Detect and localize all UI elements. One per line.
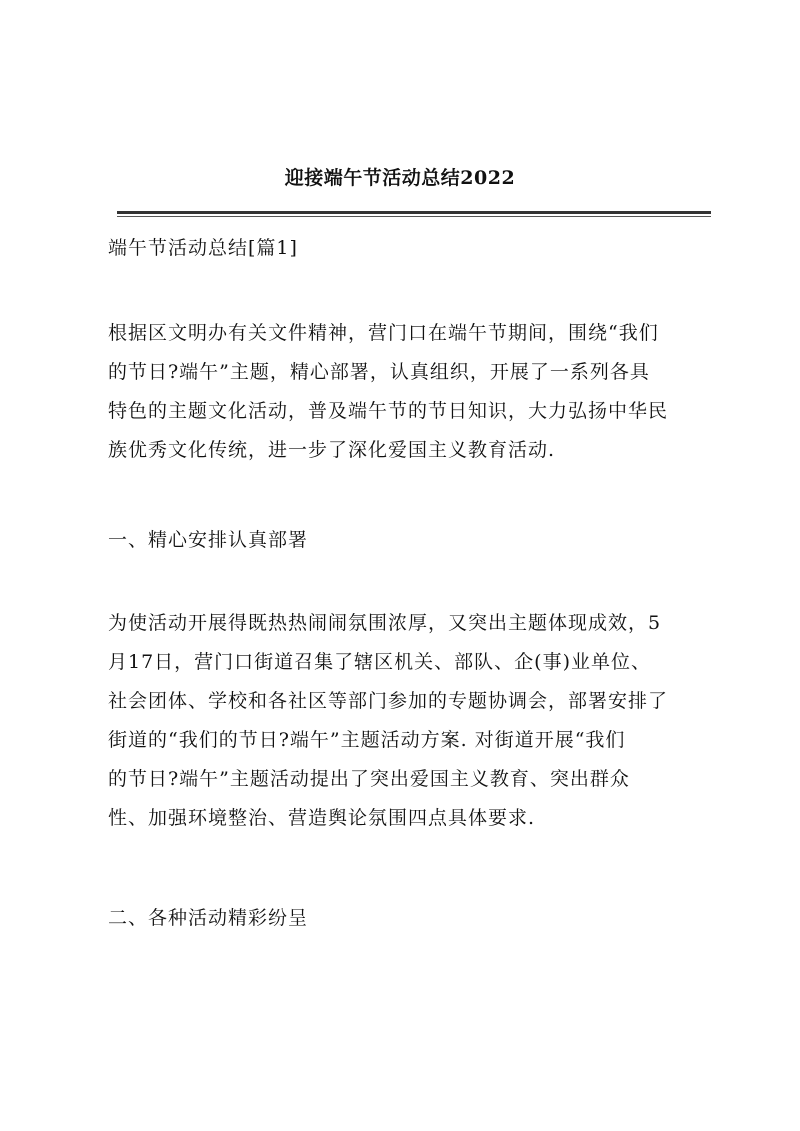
section-heading-1: 一、精心安排认真部署 [108, 529, 309, 551]
paragraph-intro [108, 314, 712, 470]
paragraph-line: 族优秀文化传统，进一步了深化爱国主义教育活动. [108, 439, 556, 461]
title-divider-thin [117, 216, 711, 217]
paragraph-line: 性、加强环境整治、营造舆论氛围四点具体要求. [108, 807, 536, 829]
paragraph-line: 的节日?端午”主题活动提出了突出爱国主义教育、突出群众 [108, 768, 630, 790]
paragraph-line: 特色的主题文化活动，普及端午节的节日知识，大力弘扬中华民 [108, 400, 669, 422]
paragraph-line: 月17日，营门口街道召集了辖区机关、部队、企(事)业单位、 [108, 651, 652, 673]
paragraph-line: 街道的“我们的节日?端午”主题活动方案. 对街道开展“我们 [108, 729, 626, 751]
paragraph-line: 根据区文明办有关文件精神，营门口在端午节期间，围绕“我们 [108, 322, 659, 344]
paragraph-line: 的节日?端午”主题，精心部署，认真组织，开展了一系列各具 [108, 361, 650, 383]
document-title: 迎接端午节活动总结2022 [284, 167, 516, 189]
section-heading-2: 二、各种活动精彩纷呈 [108, 907, 309, 929]
subheading: 端午节活动总结[篇1] [108, 237, 298, 259]
title-divider-thick [117, 211, 711, 214]
paragraph-line: 社会团体、学校和各社区等部门参加的专题协调会，部署安排了 [108, 690, 669, 712]
paragraph-line: 为使活动开展得既热热闹闹氛围浓厚，又突出主题体现成效，5 [108, 612, 662, 634]
paragraph-section-1 [108, 604, 712, 838]
